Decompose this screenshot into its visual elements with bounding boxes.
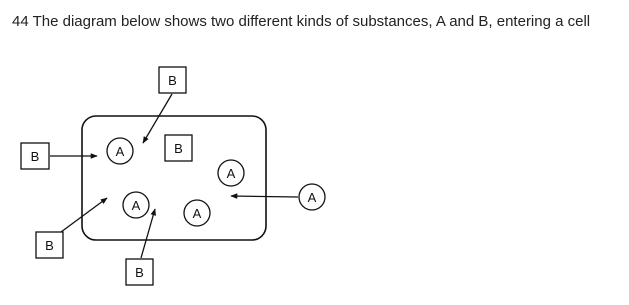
arrow-a-right-into-cell xyxy=(231,196,298,197)
substance-b-label: B xyxy=(30,149,40,164)
substance-b-label: B xyxy=(168,73,177,88)
substance-b-square-left xyxy=(21,143,49,169)
substance-b-square-bottom xyxy=(126,259,153,285)
substance-a-label: A xyxy=(115,144,125,159)
substance-b-square-inside-cell xyxy=(165,135,192,161)
substance-a-label: A xyxy=(307,190,317,205)
substance-a-circle-inside-lower-left xyxy=(123,192,149,218)
substance-b-label: B xyxy=(135,265,144,280)
substance-b-square-top xyxy=(159,67,186,93)
question-prompt: The diagram below shows two different kinds of substances, A and B, entering a cell xyxy=(32,13,591,30)
arrow-b-bottom-left-into-cell xyxy=(61,198,107,232)
substance-a-label: A xyxy=(226,166,236,181)
substance-a-label: A xyxy=(131,198,141,213)
substance-b-square-bottom-left xyxy=(36,232,63,258)
substance-a-circle-outside-right xyxy=(299,184,325,210)
substance-a-circle-inside-upper-left xyxy=(107,138,133,164)
substance-a-circle-inside-lower-middle xyxy=(184,200,210,226)
substance-b-label: B xyxy=(45,238,54,253)
question-number: 44 xyxy=(12,13,29,30)
substance-a-label: A xyxy=(192,206,202,221)
substance-a-circle-inside-right xyxy=(218,160,244,186)
substance-b-label: B xyxy=(174,141,183,156)
